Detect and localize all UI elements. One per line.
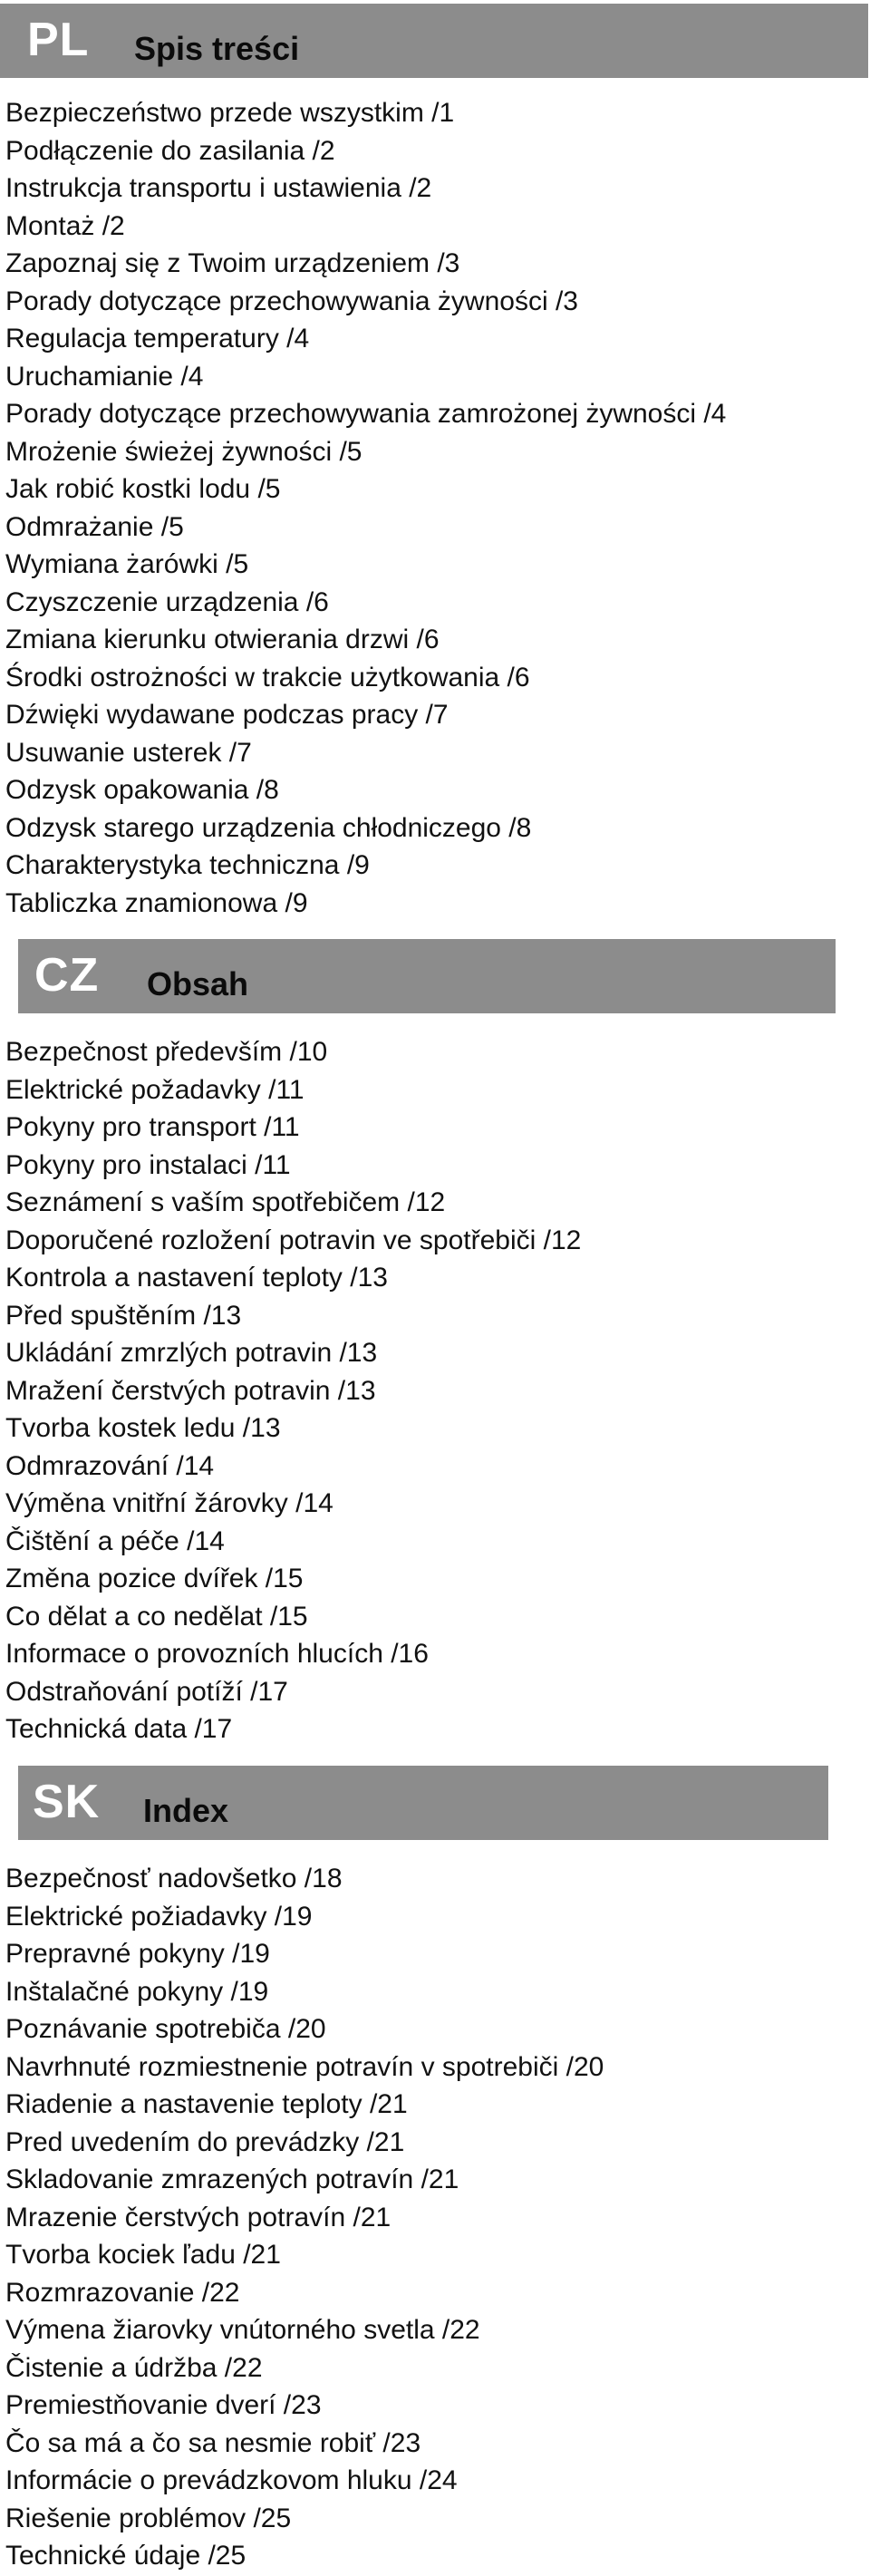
toc-item[interactable]: Informace o provozních hlucích /16	[5, 1639, 429, 1669]
toc-item[interactable]: Inštalačné pokyny /19	[5, 1976, 269, 2007]
toc-item[interactable]: Čištění a péče /14	[5, 1525, 225, 1556]
toc-item[interactable]: Čo sa má a čo sa nesmie robiť /23	[5, 2427, 421, 2458]
toc-item[interactable]: Zmiana kierunku otwierania drzwi /6	[5, 625, 440, 654]
toc-item[interactable]: Instrukcja transportu i ustawienia /2	[5, 173, 432, 203]
language-code-cz: CZ	[34, 949, 100, 1002]
toc-list-cz	[5, 1033, 581, 1748]
toc-item[interactable]: Informácie o prevádzkovom hluku /24	[5, 2465, 458, 2495]
language-code-sk: SK	[33, 1776, 101, 1828]
toc-item[interactable]: Mražení čerstvých potravin /13	[5, 1375, 376, 1406]
toc-item[interactable]: Odmrażanie /5	[5, 511, 184, 542]
toc-item[interactable]: Montaż /2	[5, 210, 125, 241]
toc-item[interactable]: Charakterystyka techniczna /9	[5, 850, 370, 880]
toc-item[interactable]: Bezpečnost především /10	[5, 1037, 328, 1067]
toc-item[interactable]: Tabliczka znamionowa /9	[5, 887, 308, 918]
toc-item[interactable]: Odzysk starego urządzenia chłodniczego /8	[5, 812, 532, 843]
toc-item[interactable]: Technická data /17	[5, 1714, 233, 1744]
toc-item[interactable]: Czyszczenie urządzenia /6	[5, 586, 329, 617]
toc-item[interactable]: Technické údaje /25	[5, 2541, 246, 2571]
toc-item[interactable]: Výmena žiarovky vnútorného svetla /22	[5, 2315, 480, 2345]
toc-item[interactable]: Riešenie problémov /25	[5, 2503, 292, 2533]
section-header-cz	[18, 939, 836, 1013]
toc-item[interactable]: Dźwięki wydawane podczas pracy /7	[5, 700, 449, 730]
toc-item[interactable]: Prepravné pokyny /19	[5, 1939, 270, 1969]
toc-item[interactable]: Seznámení s vaším spotřebičem /12	[5, 1187, 446, 1217]
toc-item[interactable]: Odmrazování /14	[5, 1450, 215, 1481]
toc-item[interactable]: Środki ostrożności w trakcie użytkowania /6	[5, 662, 530, 692]
toc-item[interactable]: Zapoznaj się z Twoim urządzeniem /3	[5, 248, 460, 278]
section-header-sk	[18, 1766, 828, 1840]
toc-item[interactable]: Výměna vnitřní žárovky /14	[5, 1488, 334, 1518]
toc-item[interactable]: Wymiana żarówki /5	[5, 549, 249, 579]
toc-item[interactable]: Ukládání zmrzlých potravin /13	[5, 1338, 378, 1368]
toc-item[interactable]: Elektrické požadavky /11	[5, 1074, 304, 1105]
toc-item[interactable]: Regulacja temperatury /4	[5, 324, 310, 353]
section-title-pl: Spis treści	[134, 30, 300, 67]
toc-item[interactable]: Elektrické požiadavky /19	[5, 1901, 313, 1932]
section-title-cz: Obsah	[147, 965, 249, 1002]
toc-item[interactable]: Porady dotyczące przechowywania żywności /3	[5, 286, 578, 316]
toc-item[interactable]: Čistenie a údržba /22	[5, 2352, 263, 2383]
section-title-sk: Index	[143, 1792, 229, 1829]
toc-item[interactable]: Jak robić kostki lodu /5	[5, 474, 281, 504]
toc-item[interactable]: Porady dotyczące przechowywania zamrożonej żywności /4	[5, 399, 727, 429]
toc-item[interactable]: Bezpečnosť nadovšetko /18	[5, 1864, 343, 1893]
language-code-pl: PL	[27, 14, 90, 66]
toc-item[interactable]: Riadenie a nastavenie teploty /21	[5, 2089, 408, 2119]
toc-item[interactable]: Rozmrazovanie /22	[5, 2277, 240, 2308]
toc-item[interactable]: Skladovanie zmrazených potravín /21	[5, 2164, 459, 2194]
toc-list-sk	[5, 1860, 604, 2575]
toc-list-pl	[5, 94, 726, 922]
toc-item[interactable]: Pokyny pro transport /11	[5, 1112, 300, 1142]
toc-item[interactable]: Mrazenie čerstvých potravín /21	[5, 2202, 392, 2232]
toc-item[interactable]: Usuwanie usterek /7	[5, 737, 252, 768]
toc-item[interactable]: Změna pozice dvířek /15	[5, 1564, 304, 1593]
toc-item[interactable]: Tvorba kociek ľadu /21	[5, 2240, 281, 2270]
toc-item[interactable]: Navrhnuté rozmiestnenie potravín v spotrebiči /20	[5, 2051, 604, 2082]
toc-item[interactable]: Pokyny pro instalaci /11	[5, 1149, 291, 1180]
toc-item[interactable]: Co dělat a co nedělat /15	[5, 1601, 308, 1632]
toc-item[interactable]: Tvorba kostek ledu /13	[5, 1413, 281, 1443]
section-header-pl	[0, 4, 868, 78]
toc-item[interactable]: Podłączenie do zasilania /2	[5, 135, 335, 166]
toc-item[interactable]: Před spuštěním /13	[5, 1300, 242, 1331]
toc-item[interactable]: Premiestňovanie dverí /23	[5, 2390, 322, 2420]
toc-item[interactable]: Odzysk opakowania /8	[5, 775, 279, 805]
toc-item[interactable]: Pred uvedením do prevádzky /21	[5, 2126, 405, 2157]
toc-item[interactable]: Mrożenie świeżej żywności /5	[5, 436, 362, 467]
toc-item[interactable]: Poznávanie spotrebiča /20	[5, 2014, 326, 2044]
toc-item[interactable]: Bezpieczeństwo przede wszystkim /1	[5, 98, 455, 128]
toc-item[interactable]: Kontrola a nastavení teploty /13	[5, 1263, 388, 1293]
toc-item[interactable]: Uruchamianie /4	[5, 361, 204, 392]
toc-item[interactable]: Odstraňování potíží /17	[5, 1676, 288, 1707]
toc-item[interactable]: Doporučené rozložení potravin ve spotřebiči /12	[5, 1225, 582, 1255]
